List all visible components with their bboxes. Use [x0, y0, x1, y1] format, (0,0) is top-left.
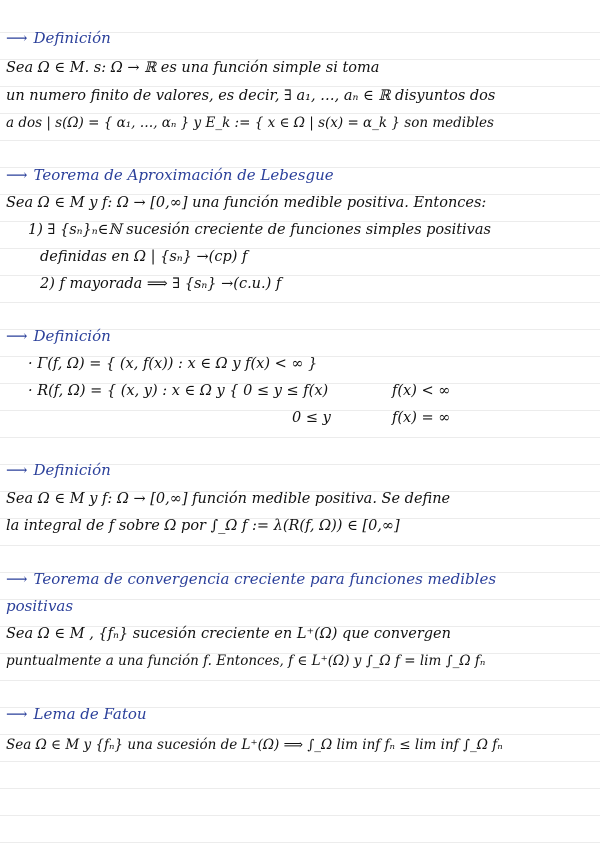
section-heading-convergencia-creciente: ⟶ Teorema de convergencia creciente para funciones medibles [6, 570, 497, 588]
definition-text-line: a dos | s(Ω) = { α₁, …, αₙ } y E_k := { x ∈ Ω | s(x) = α_k } son medibles [6, 115, 494, 131]
theorem-text-line: Sea Ω ∈ M y f: Ω → [0,∞] una función medible positiva. Entonces: [6, 195, 487, 211]
theorem-text-line: 2) f mayorada ⟹ ∃ {sₙ} →(c.u.) f [40, 276, 282, 292]
theorem-text-line: puntualmente a una función f. Entonces, f ∈ L⁺(Ω) y ∫_Ω f = lim ∫_Ω fₙ [6, 653, 486, 669]
arrow-right-icon: ⟶ [6, 461, 28, 479]
arrow-right-icon: ⟶ [6, 327, 28, 345]
condition-infinite: f(x) = ∞ [392, 410, 451, 426]
arrow-right-icon: ⟶ [6, 705, 28, 723]
section-heading-continuation: positivas [6, 597, 74, 615]
section-heading-teorema-lebesgue: ⟶ Teorema de Aproximación de Lebesgue [6, 166, 334, 184]
definition-text-line: Sea Ω ∈ M. s: Ω → ℝ es una función simple si toma [6, 60, 380, 76]
theorem-text-line: 1) ∃ {sₙ}ₙ∈ℕ sucesión creciente de funciones simples positivas [28, 222, 491, 238]
arrow-right-icon: ⟶ [6, 570, 28, 588]
definition-text-line: 0 ≤ y [292, 410, 331, 426]
theorem-text-line: definidas en Ω | {sₙ} →(cp) f [40, 249, 248, 265]
definition-text-line: Sea Ω ∈ M y f: Ω → [0,∞] función medible positiva. Se define [6, 491, 451, 507]
section-heading-definicion-3: ⟶ Definición [6, 461, 111, 479]
section-heading-definicion-1: ⟶ Definición [6, 29, 111, 47]
section-heading-lema-fatou: ⟶ Lema de Fatou [6, 705, 147, 723]
definition-text-line: la integral de f sobre Ω por ∫_Ω f := λ(R(f, Ω)) ∈ [0,∞] [6, 518, 400, 534]
definition-text-line: un numero finito de valores, es decir, ∃ a₁, …, aₙ ∈ ℝ disyuntos dos [6, 88, 496, 104]
section-heading-definicion-2: ⟶ Definición [6, 327, 111, 345]
lemma-text-line: Sea Ω ∈ M y {fₙ} una sucesión de L⁺(Ω) ⟹ ∫_Ω lim inf fₙ ≤ lim inf ∫_Ω fₙ [6, 737, 503, 753]
definition-text-line: · Γ(f, Ω) = { (x, f(x)) : x ∈ Ω y f(x) < ∞ } [28, 356, 318, 372]
arrow-right-icon: ⟶ [6, 29, 28, 47]
definition-text-line: · R(f, Ω) = { (x, y) : x ∈ Ω y { 0 ≤ y ≤ f(x) [28, 383, 329, 399]
condition-finite: f(x) < ∞ [392, 383, 451, 399]
arrow-right-icon: ⟶ [6, 166, 28, 184]
theorem-text-line: Sea Ω ∈ M , {fₙ} sucesión creciente en L⁺(Ω) que convergen [6, 626, 451, 642]
